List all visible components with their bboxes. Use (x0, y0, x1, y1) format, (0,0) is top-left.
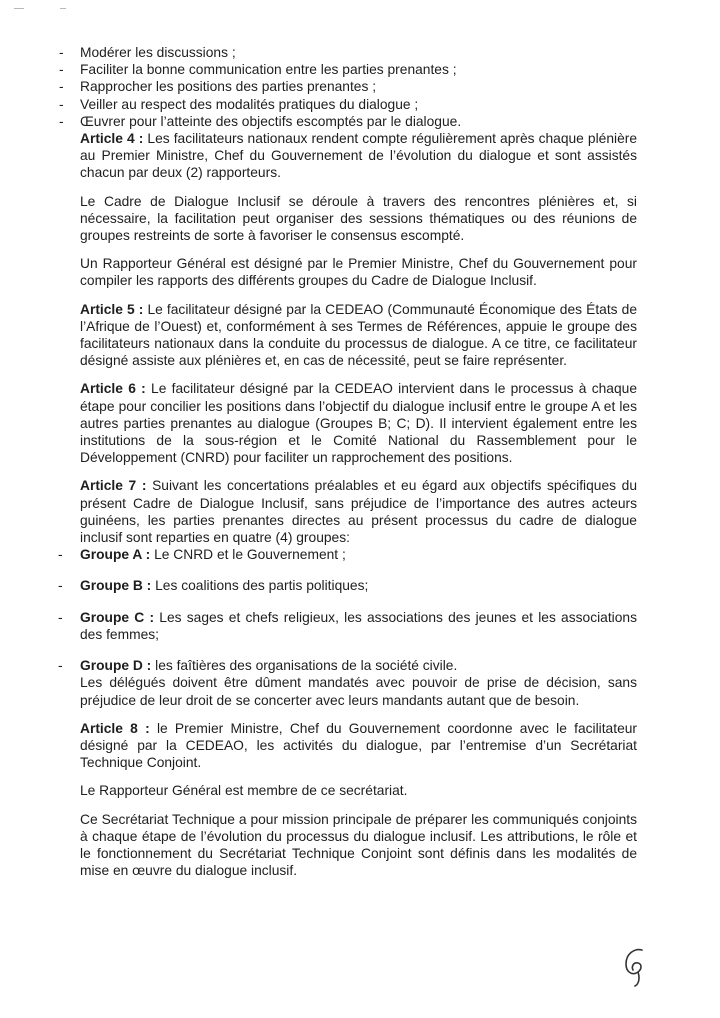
article-5-text: Le facilitateur désigné par la CEDEAO (Communauté Économique des États de l’Afrique de l’Ouest) et, conformément à ses Termes de Références, appuie le groupe des facilitateurs nationaux dans la conduite du processus de dialogue. A ce titre, ce facilitateur désigné assiste aux plénières et, en cas de nécessité, peut se faire représenter. (80, 301, 637, 369)
article-8-paragraph (80, 720, 637, 772)
article-4-text: Les facilitateurs nationaux rendent compte régulièrement après chaque plénière au Premier Ministre, Chef du Gouvernement de l’évolution du dialogue et sont assistés chacun par deux (2) rapporteurs. (80, 131, 638, 181)
document-body (80, 44, 637, 890)
group-text: Les sages et chefs religieux, les associations des jeunes et les associations des femmes; (80, 609, 637, 642)
article-8-text: le Premier Ministre, Chef du Gouvernement coordonne avec le facilitateur désigné par la CEDEAO, les activités du dialogue, par l’entremise d’un Secrétariat Technique Conjoint. (80, 720, 638, 771)
scan-mark (14, 8, 24, 9)
facilitator-duties-list (80, 44, 637, 130)
group-name: Groupe A : (80, 547, 151, 563)
article-5-label: Article 5 : (80, 301, 144, 317)
group-text: les faîtières des organisations de la société civile. (151, 658, 458, 674)
group-item (80, 577, 637, 594)
mission-paragraph: Ce Secrétariat Technique a pour mission principale de préparer les communiqués conjoints à chaque étape de l’évolution du processus du dialogue inclusif. Les attributions, le rôle et le fonctionnement du Secrétariat Technique Conjoint sont définis dans les modalités de mise en œuvre du dialogue inclusif. (80, 811, 637, 879)
article-7-label: Article 7 : (80, 478, 147, 494)
initials-signature (620, 946, 650, 988)
article-6-label: Article 6 : (80, 381, 146, 397)
group-text: Les coalitions des partis politiques; (151, 578, 369, 594)
group-text: Le CNRD et le Gouvernement ; (150, 547, 346, 563)
group-item (80, 546, 637, 563)
groups-list (80, 546, 637, 674)
article-4-label: Article 4 : (80, 131, 144, 147)
list-item: - Rapprocher les positions des parties prenantes ; (80, 78, 637, 95)
article-4-paragraph (80, 130, 637, 182)
article-6-paragraph (80, 380, 637, 466)
article-8-label: Article 8 : (80, 720, 150, 736)
list-item: - Modérer les discussions ; (80, 44, 637, 61)
group-name: Groupe B : (80, 578, 152, 594)
group-item (80, 657, 637, 674)
list-item: - Veiller au respect des modalités pratiques du dialogue ; (80, 96, 637, 113)
scan-mark (60, 8, 66, 9)
cadre-paragraph: Le Cadre de Dialogue Inclusif se déroule à travers des rencontres plénières et, si nécessaire, la facilitation peut organiser des sessions thématiques ou des réunions de groupes restreints de sorte à favoriser le consensus escompté. (80, 193, 637, 244)
group-name: Groupe C : (80, 609, 155, 625)
group-item (80, 609, 637, 643)
article-7-paragraph (80, 477, 637, 546)
article-6-text: Le facilitateur désigné par la CEDEAO intervient dans le processus à chaque étape pour concilier les positions dans l’objectif du dialogue inclusif entre le groupe A et les autres parties prenantes au dialogue (Groupes B; C; D). Il intervient également entre les institutions de la sous-région et le Comité National du Rassemblement pour le Développement (CNRD) pour faciliter un rapprochement des positions. (80, 381, 638, 466)
delegues-paragraph: Les délégués doivent être dûment mandatés avec pouvoir de prise de décision, sans préjudice de leur droit de se concerter avec leurs mandants autant que de besoin. (80, 675, 637, 708)
list-item: - Œuvrer pour l’atteinte des objectifs escomptés par le dialogue. (80, 113, 637, 130)
membre-paragraph: Le Rapporteur Général est membre de ce secrétariat. (80, 783, 408, 799)
list-item: - Faciliter la bonne communication entre les parties prenantes ; (80, 61, 637, 78)
article-7-text: Suivant les concertations préalables et eu égard aux objectifs spécifiques du présent Cadre de Dialogue Inclusif, sans préjudice de l’importance des autres acteurs guinéens, les parties prenantes directes au présent processus du cadre de dialogue inclusif sont reparties en quatre (4) groupes: (80, 478, 637, 546)
group-name: Groupe D : (80, 658, 152, 674)
article-5-paragraph (80, 301, 637, 370)
rapporteur-paragraph: Un Rapporteur Général est désigné par le Premier Ministre, Chef du Gouvernement pour compiler les rapports des différents groupes du Cadre de Dialogue Inclusif. (80, 256, 637, 289)
